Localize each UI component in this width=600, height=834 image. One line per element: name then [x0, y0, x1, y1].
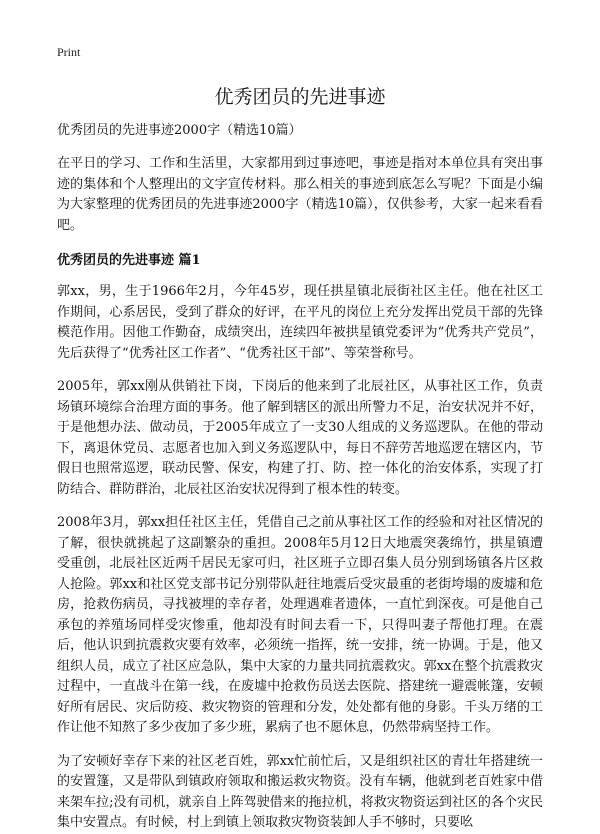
body-paragraph: 2008年3月，郭xx担任社区主任，凭借自己之前从事社区工作的经验和对社区情况的了解，很快就挑起了这副繁杂的重担。2008年5月12日大地震突袭绵竹，拱星镇遭受重创，北辰社区近两千居民无家可归，社区班子立即召集人员分别到场镇各片区救人抢险。郭xx和社区党支部书记分别带队赶往地震后受灾最重的老街垮塌的废墟和危房，抢救伤病员，寻找被埋的幸存者，处理遇难者遗体，一直忙到深夜。可是他自己承包的养殖场同样受灾惨重，他却没有时间去看一下，只得叫妻子帮他打理。在震后，他认识到抗震救灾要有效率，必须统一指挥，统一安排，统一协调。于是，他又组织人员，成立了社区应急队，集中大家的力量共同抗震救灾。郭xx在整个抗震救灾过程中，一直战斗在第一线，在废墟中抢救伤员送去医院、搭建统一避震帐篷，安顿好所有居民、灾后防疫、救灾物资的管理和分发，处处都有他的身影。千头万绪的工作让他不知熬了多少夜加了多少班，累病了也不愿休息，仍然带病坚持工作。 [57, 515, 543, 735]
body-paragraph: 郭xx，男，生于1966年2月，今年45岁，现任拱星镇北辰街社区主任。他在社区工作期间，心系居民，受到了群众的好评，在平凡的岗位上充分发挥出党员干部的先锋模范作用。因他工作勤奋，成绩突出，连续四年被拱星镇党委评为“优秀共产党员”，先后获得了“优秀社区工作者”、“优秀社区干部”、等荣誉称号。 [57, 284, 543, 361]
document-page [57, 44, 543, 834]
print-link[interactable]: Print [57, 45, 81, 59]
section-heading: 优秀团员的先进事迹 篇1 [57, 253, 201, 268]
body-paragraph: 为了安顿好幸存下来的社区老百姓，郭xx忙前忙后，又是组织社区的青壮年搭建统一的安置篷，又是带队到镇政府领取和搬运救灾物资。没有车辆，他就到老百姓家中借来架车拉;没有司机，就亲自上阵驾驶借来的拖拉机，将救灾物资运到社区的各个灾民集中安置点。有时候，村上到镇上领取救灾物资装卸人手不够时，只要吆 [57, 753, 543, 830]
body-paragraph: 2005年，郭xx刚从供销社下岗，下岗后的他来到了北辰社区，从事社区工作，负责场镇环境综合治理方面的事务。他了解到辖区的派出所警力不足，治安状况并不好，于是他想办法、做动员，于2005年成立了一支30人组成的义务巡逻队。在他的带动下，离退休党员、志愿者也加入到义务巡逻队中，每日不辞劳苦地巡逻在辖区内，节假日也照常巡逻，联动民警、保安，构建了打、防、控一体化的治安体系，实现了打防结合、群防群治，北辰社区治安状况得到了根本性的转变。 [57, 379, 543, 497]
intro-paragraph: 在平日的学习、工作和生活里，大家都用到过事迹吧，事迹是指对本单位具有突出事迹的集体和个人整理出的文字宣传材料。那么相关的事迹到底怎么写呢？下面是小编为大家整理的优秀团员的先进事迹2000字（精选10篇），仅供参考，大家一起来看看吧。 [57, 156, 543, 233]
document-subtitle: 优秀团员的先进事迹2000字（精选10篇） [57, 123, 302, 138]
page-title: 优秀团员的先进事迹 [214, 86, 386, 108]
